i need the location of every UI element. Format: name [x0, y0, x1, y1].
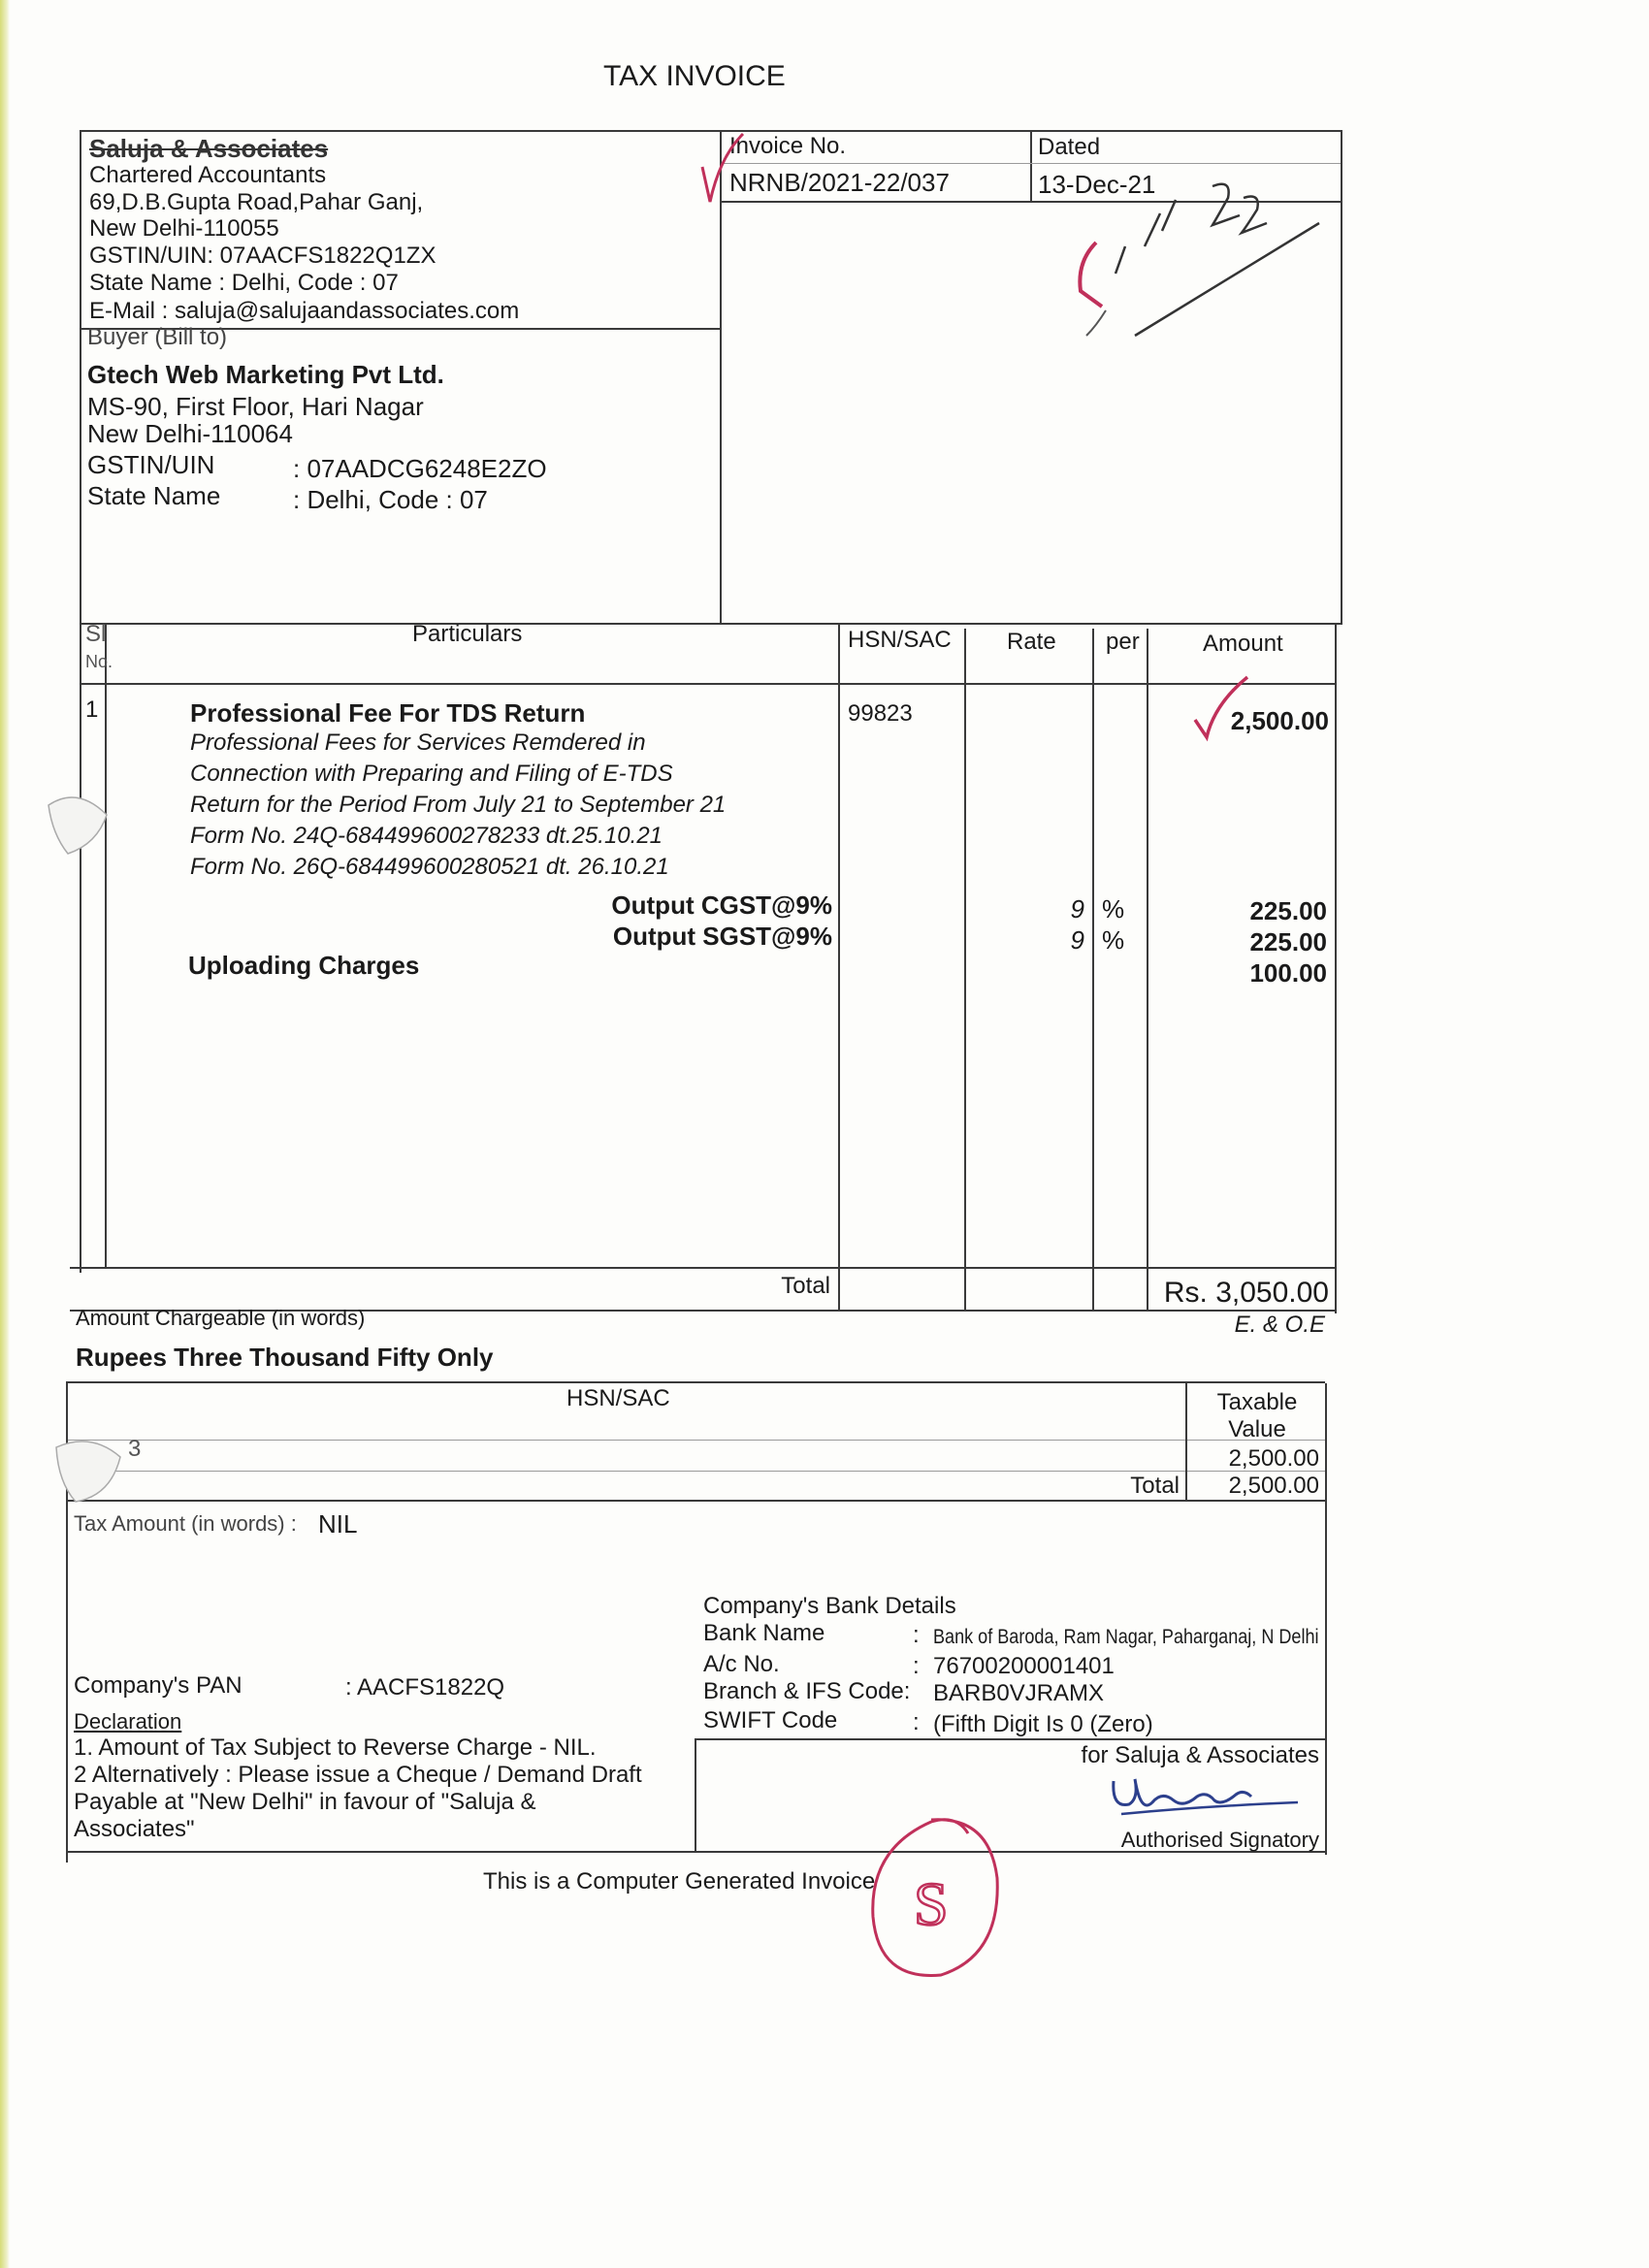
page-title: TAX INVOICE — [603, 60, 786, 92]
item-amount: 2,500.00 — [1230, 706, 1329, 735]
extra-label: Uploading Charges — [188, 951, 420, 980]
signature-icon — [1106, 1766, 1310, 1833]
words-label: Amount Chargeable (in words) — [76, 1306, 366, 1330]
taxable-header-2: Value — [1228, 1416, 1286, 1442]
eoe-label: E. & O.E — [1234, 1312, 1325, 1338]
tax-cgst-label: Output CGST@9% — [611, 891, 832, 920]
tick-mark-invoice-icon — [695, 128, 753, 215]
header-particulars: Particulars — [412, 621, 523, 647]
seller-line1: Chartered Accountants — [89, 162, 327, 188]
item-desc-5: Form No. 26Q-684499600280521 dt. 26.10.21 — [190, 854, 669, 880]
signatory-label: Authorised Signatory — [1120, 1828, 1319, 1852]
header-per: per — [1106, 629, 1140, 655]
header-rate: Rate — [1007, 629, 1056, 655]
header-hsn: HSN/SAC — [848, 627, 952, 653]
tax-sgst-amount: 225.00 — [1249, 927, 1327, 956]
footer-note: This is a Computer Generated Invoice — [483, 1868, 876, 1895]
seller-email: E-Mail : saluja@salujaandassociates.com — [89, 298, 520, 324]
signatory-for: for Saluja & Associates — [1081, 1742, 1319, 1768]
col-line-2 — [838, 625, 840, 1310]
col-line-4 — [1092, 629, 1094, 1312]
bank-ifs-value: BARB0VJRAMX — [933, 1680, 1105, 1706]
total-value: Rs. 3,050.00 — [1163, 1277, 1329, 1309]
buyer-label: Buyer (Bill to) — [87, 324, 228, 350]
tax-cgst-per: % — [1102, 894, 1125, 923]
bank-swift-label: SWIFT Code — [703, 1707, 838, 1733]
buyer-state-value: : Delhi, Code : 07 — [293, 485, 488, 514]
seller-line2: 69,D.B.Gupta Road,Pahar Ganj, — [89, 189, 424, 215]
buyer-gstin-value: : 07AADCG6248E2ZO — [293, 454, 547, 483]
hsn-row-bottom — [68, 1471, 1325, 1472]
scan-edge — [0, 0, 10, 2268]
buyer-state-label: State Name — [87, 481, 221, 510]
pan-value: : AACFS1822Q — [345, 1674, 505, 1701]
tax-sgst-label: Output SGST@9% — [612, 922, 832, 951]
invoice-mid-line — [722, 163, 1341, 164]
hsn-col-line — [1185, 1383, 1187, 1502]
buyer-line1: MS-90, First Floor, Hari Nagar — [87, 392, 424, 421]
handwritten-date — [1067, 175, 1329, 340]
hsn-row-code: 3 — [128, 1436, 142, 1462]
dated-value: 13-Dec-21 — [1038, 170, 1156, 199]
frame-right-table — [1335, 625, 1337, 1313]
item-desc-3: Return for the Period From July 21 to September 21 — [190, 792, 727, 818]
tax-words-value: NIL — [318, 1509, 358, 1539]
stamp-circle — [863, 1810, 1009, 1985]
tax-cgst-rate: 9 — [1070, 894, 1084, 923]
total-top-line — [70, 1267, 1335, 1269]
hsn-total-value: 2,500.00 — [1228, 1473, 1319, 1499]
tax-words-label: Tax Amount (in words) : — [74, 1511, 297, 1536]
hsn-total-label: Total — [1130, 1473, 1180, 1499]
seller-name: Saluja & Associates — [89, 134, 329, 163]
header-no: No. — [85, 652, 113, 671]
stamp-letter: S — [914, 1869, 949, 1938]
bank-name-value: Bank of Baroda, Ram Nagar, Paharganaj, N Delhi — [933, 1626, 1319, 1648]
buyer-line2: New Delhi-110064 — [87, 419, 293, 448]
extra-amount: 100.00 — [1249, 958, 1327, 988]
item-desc-2: Connection with Preparing and Filing of E-TDS — [190, 761, 673, 787]
bank-ac-value: 76700200001401 — [933, 1653, 1115, 1679]
paper-tear-top — [39, 776, 126, 873]
frame-right — [1341, 130, 1342, 625]
hsn-top-line — [68, 1381, 1325, 1383]
tax-sgst-rate: 9 — [1070, 925, 1084, 955]
seller-gstin: GSTIN/UIN: 07AACFS1822Q1ZX — [89, 243, 436, 269]
header-top-line — [81, 623, 1341, 625]
total-label: Total — [781, 1273, 830, 1299]
paper-tear-bottom — [43, 1428, 140, 1515]
invoice-no-label: Invoice No. — [729, 133, 847, 159]
divider-invoice-date — [1030, 130, 1032, 202]
bank-colon-2: : — [913, 1653, 920, 1679]
declaration-line-4: Associates" — [74, 1816, 195, 1842]
declaration-line-3: Payable at "New Delhi" in favour of "Saluja & — [74, 1789, 536, 1815]
header-sl: Sl — [85, 621, 107, 647]
buyer-gstin-label: GSTIN/UIN — [87, 450, 215, 479]
hsn-bottom-line — [68, 1500, 1325, 1502]
item-desc-4: Form No. 24Q-684499600278233 dt.25.10.21 — [190, 823, 663, 849]
bank-title: Company's Bank Details — [703, 1593, 956, 1619]
tax-sgst-per: % — [1102, 925, 1125, 955]
tick-mark-amount-icon — [1185, 669, 1253, 747]
declaration-line-1: 1. Amount of Tax Subject to Reverse Charge - NIL. — [74, 1734, 597, 1761]
bank-swift-value: (Fifth Digit Is 0 (Zero) — [933, 1711, 1153, 1737]
buyer-name: Gtech Web Marketing Pvt Ltd. — [87, 360, 444, 389]
invoice-no-value: NRNB/2021-22/037 — [729, 168, 950, 197]
taxable-header-1: Taxable — [1216, 1389, 1298, 1415]
sign-box-top — [695, 1738, 1325, 1740]
seller-line3: New Delhi-110055 — [89, 215, 279, 242]
seller-state: State Name : Delhi, Code : 07 — [89, 270, 399, 296]
header-bottom-line — [81, 683, 1335, 685]
item-sl: 1 — [85, 697, 99, 723]
declaration-title: Declaration — [74, 1709, 182, 1733]
bank-colon-1: : — [913, 1622, 920, 1648]
dated-label: Dated — [1038, 134, 1101, 160]
item-hsn: 99823 — [848, 700, 913, 727]
declaration-line-2: 2 Alternatively : Please issue a Cheque / Demand Draft — [74, 1762, 642, 1788]
hsn-header: HSN/SAC — [566, 1385, 670, 1411]
words-value: Rupees Three Thousand Fifty Only — [76, 1343, 494, 1372]
col-line-5 — [1147, 629, 1148, 1312]
item-title: Professional Fee For TDS Return — [190, 698, 586, 728]
header-amount: Amount — [1203, 631, 1283, 657]
bank-colon-3: : — [913, 1709, 920, 1735]
frame-left — [80, 130, 81, 1273]
bank-ac-label: A/c No. — [703, 1651, 780, 1677]
tax-cgst-amount: 225.00 — [1249, 896, 1327, 925]
lower-frame-right — [1325, 1383, 1327, 1855]
bank-ifs-label: Branch & IFS Code: — [703, 1678, 911, 1704]
item-desc-1: Professional Fees for Services Remdered in — [190, 729, 646, 756]
col-line-1 — [105, 623, 107, 1267]
col-line-3 — [964, 629, 966, 1312]
pan-label: Company's PAN — [74, 1672, 242, 1699]
hsn-row-value: 2,500.00 — [1228, 1445, 1319, 1472]
bank-name-label: Bank Name — [703, 1620, 825, 1646]
sign-box-left — [695, 1738, 696, 1853]
hsn-header-bottom — [68, 1440, 1325, 1441]
